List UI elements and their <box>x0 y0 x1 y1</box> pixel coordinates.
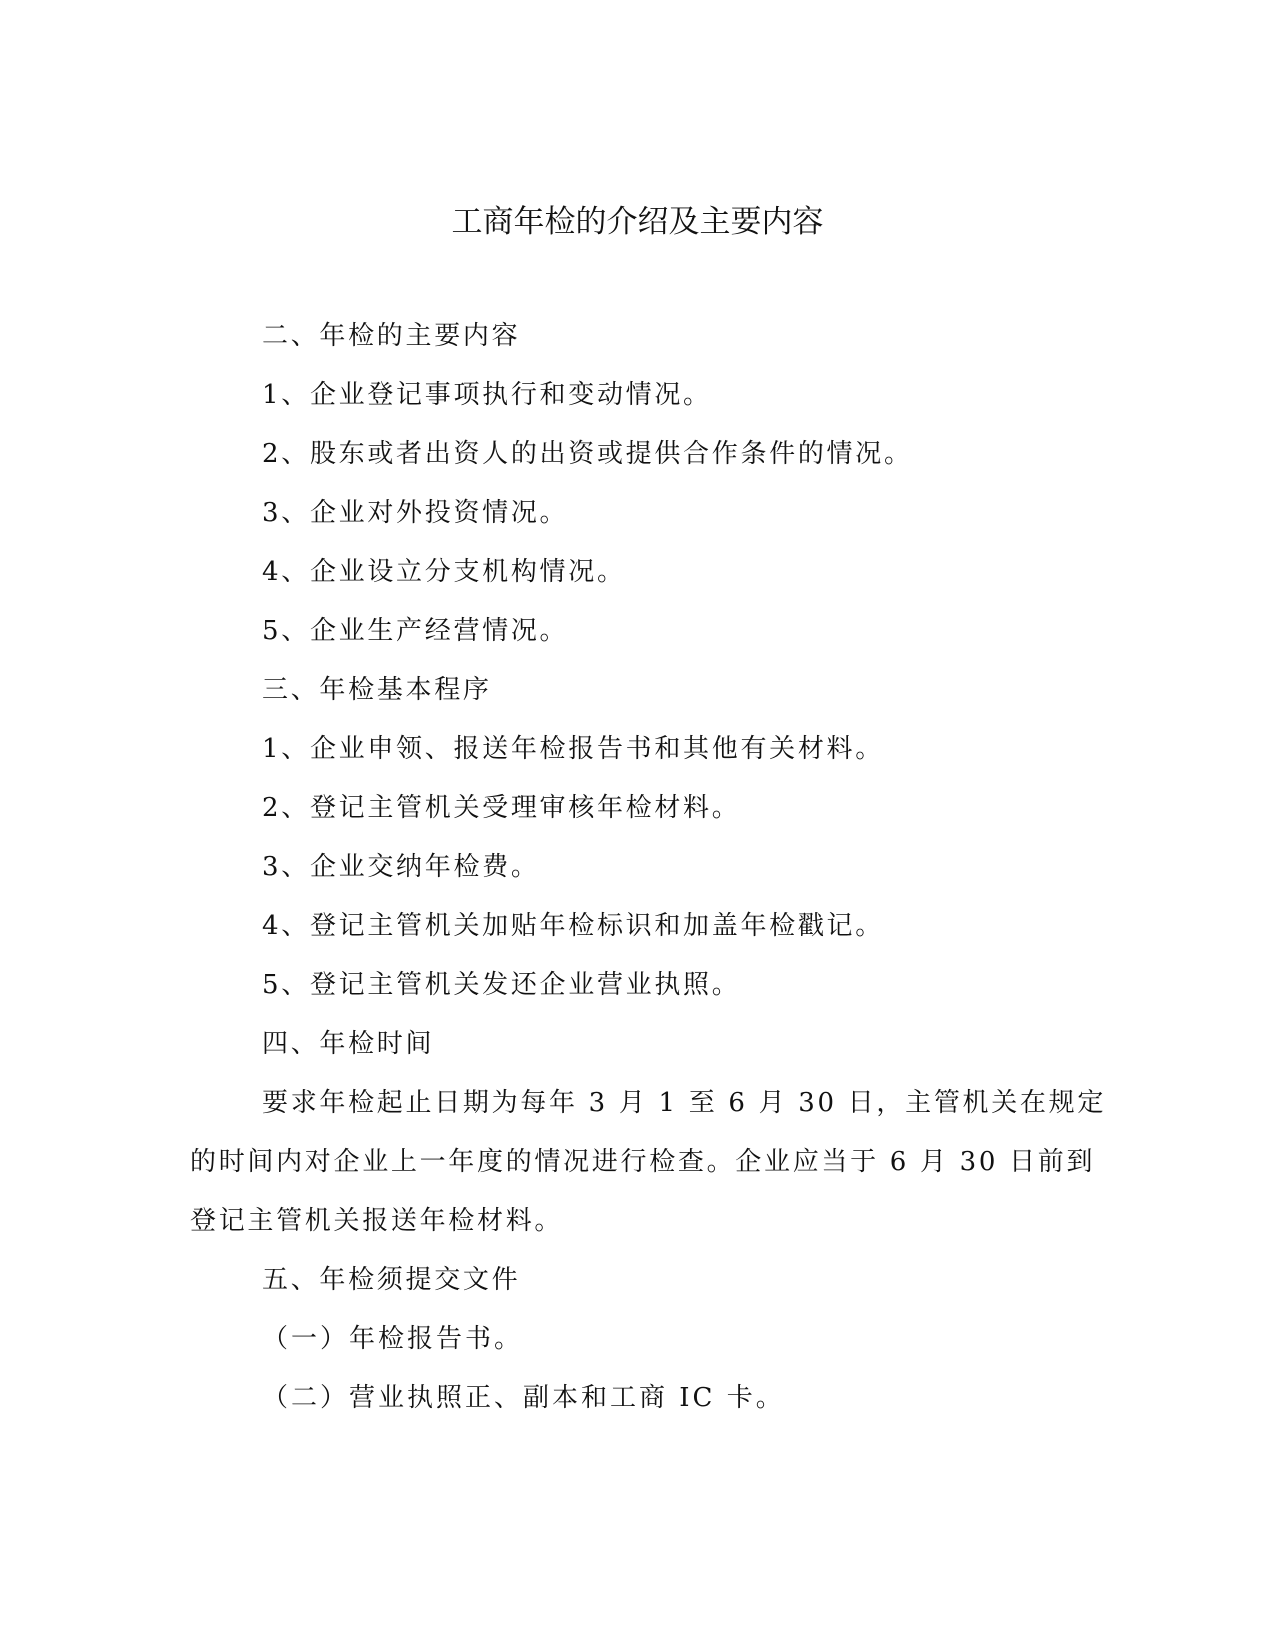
paragraph-line: 要求年检起止日期为每年 3 月 1 至 6 月 30 日，主管机关在规定 <box>262 1088 1107 1118</box>
list-item: 5、企业生产经营情况。 <box>262 616 569 646</box>
list-item: 3、企业对外投资情况。 <box>262 498 569 528</box>
list-item: 3、企业交纳年检费。 <box>262 852 540 882</box>
list-item: 4、登记主管机关加贴年检标识和加盖年检戳记。 <box>262 911 884 941</box>
list-item: （一）年检报告书。 <box>262 1324 524 1354</box>
list-item: 2、登记主管机关受理审核年检材料。 <box>262 793 741 823</box>
list-item: 5、登记主管机关发还企业营业执照。 <box>262 970 741 1000</box>
paragraph-line: 登记主管机关报送年检材料。 <box>190 1206 564 1236</box>
section-heading-2: 二、年检的主要内容 <box>262 321 521 351</box>
paragraph-line: 的时间内对企业上一年度的情况进行检查。企业应当于 6 月 30 日前到 <box>190 1147 1096 1177</box>
list-item: 2、股东或者出资人的出资或提供合作条件的情况。 <box>262 439 913 469</box>
section-heading-5: 五、年检须提交文件 <box>262 1265 521 1295</box>
list-item: 1、企业登记事项执行和变动情况。 <box>262 380 712 410</box>
section-heading-3: 三、年检基本程序 <box>262 675 492 705</box>
list-item: 1、企业申领、报送年检报告书和其他有关材料。 <box>262 734 884 764</box>
list-item: 4、企业设立分支机构情况。 <box>262 557 626 587</box>
list-item: （二）营业执照正、副本和工商 IC 卡。 <box>262 1383 785 1413</box>
section-heading-4: 四、年检时间 <box>262 1029 435 1059</box>
page-title: 工商年检的介绍及主要内容 <box>451 204 824 240</box>
